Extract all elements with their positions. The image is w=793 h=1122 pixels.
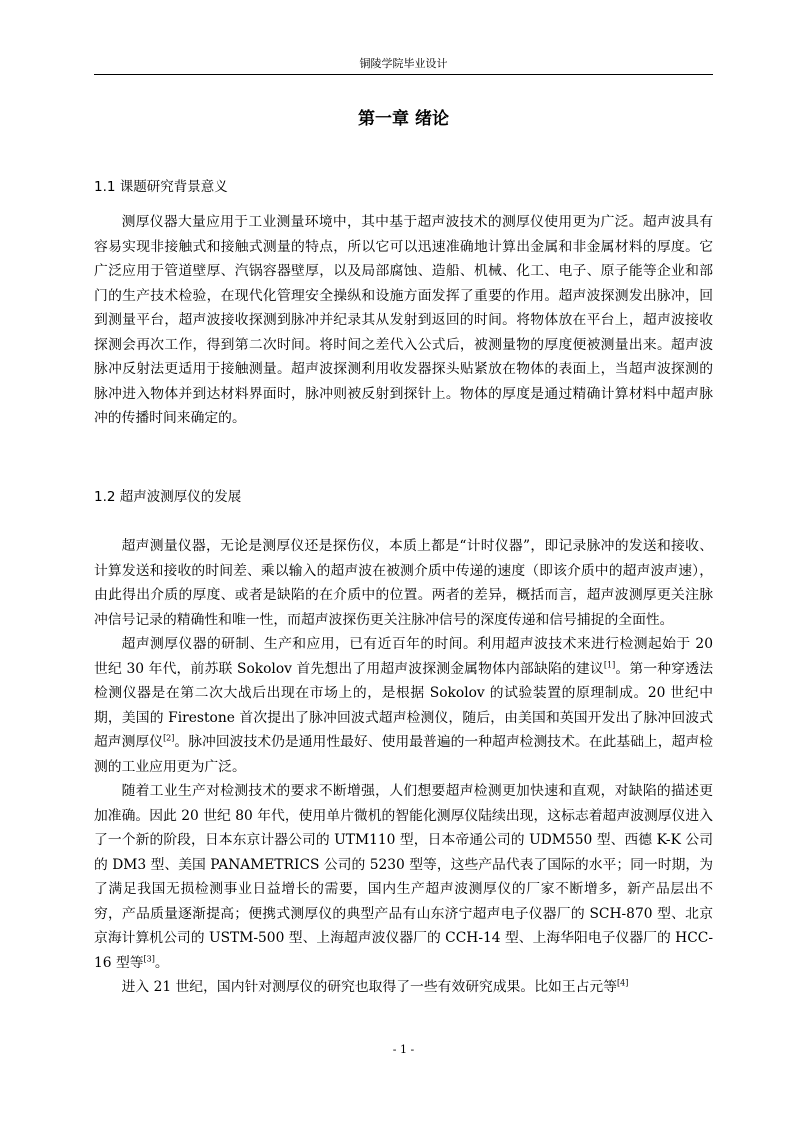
citation-ref: [1]: [603, 659, 616, 669]
paragraph: 测厚仪器大量应用于工业测量环境中，其中基于超声波技术的测厚仪使用更为广泛。超声波具有容易实现非接触式和接触式测量的特点，所以它可以迅速准确地计算出金属和非金属材料的厚度。它广泛应用于管道壁厚、汽锅容器壁厚，以及局部腐蚀、造船、机械、化工、电子、原子能等企业和部门的生产技术检验，在现代化管理安全操纵和设施方面发挥了重要的作用。超声波探测发出脉冲，回到测量平台，超声波接收探测到脉冲并纪录其从发射到返回的时间。将物体放在平台上，超声波接收探测会再次工作，得到第二次时间。将时间之差代入公式后，被测量物的厚度便被测量出来。超声波脉冲反射法更适用于接触测量。超声波探测利用收发器探头贴紧放在物体的表面上，当超声波探测的脉冲进入物体并到达材料界面时，脉冲则被反射到探针上。物体的厚度是通过精确计算材料中超声脉冲的传播时间来确定的。: [94, 214, 713, 426]
paragraph-text: 。: [154, 954, 169, 971]
header-divider: [94, 74, 713, 75]
section-1-1-body: [94, 210, 713, 431]
citation-ref: [4]: [617, 978, 629, 988]
section-heading-1-1: 1.1 课题研究背景意义: [94, 179, 228, 195]
paragraph: 超声测量仪器，无论是测厚仪还是探伤仪，本质上都是“计时仪器”，即记录脉冲的发送和接收、计算发送和接收的时间差、乘以输入的超声波在被测介质中传递的速度（即该介质中的超声波声速），由此得出介质的厚度、或者是缺陷的在介质中的位置。两者的差异，概括而言，超声波测厚更关注脉冲信号记录的精确性和唯一性，而超声波探伤更关注脉冲信号的深度传递和信号捕捉的全面性。: [94, 538, 713, 628]
paragraph: [94, 779, 713, 975]
section-heading-1-2: 1.2 超声波测厚仪的发展: [94, 489, 242, 505]
page-number: - 1 -: [392, 1043, 415, 1056]
paragraph-text: 进入 21 世纪，国内针对测厚仪的研究也取得了一些有效研究成果。比如王占元等: [121, 979, 618, 995]
chapter-title: 第一章 绪论: [358, 109, 449, 129]
paragraph: [94, 632, 713, 779]
running-header: 铜陵学院毕业设计: [359, 57, 448, 70]
paragraph-text: 。脉冲回波技术仍是通用性最好、使用最普遍的一种超声检测技术。在此基础上，超声检测的工业应用更为广泛。: [94, 734, 714, 775]
paragraph-text: 。第一种穿透法检测仪器是在第二次大战后出现在市场上的，是根据 Sokolov 的试验装置的原理制成。20 世纪中期，美国的 Firestone 首次提出了脉冲回波式超声检测仪，随后，由美国和英国开发出了脉冲回波式超声测厚仪: [94, 660, 713, 750]
citation-ref: [2]: [163, 733, 175, 743]
section-1-2-body: [94, 534, 713, 1000]
paragraph-text: 超声测厚仪器的研制、生产和应用，已有近百年的时间。利用超声波技术来进行检测起始于 20 世纪 30 年代，前苏联 Sokolov 首先想出了用超声波探测金属物体内部缺陷的建议: [94, 636, 713, 677]
citation-ref: [3]: [143, 953, 155, 963]
paragraph-text: 随着工业生产对检测技术的要求不断增强，人们想要超声检测更加快速和直观，对缺陷的描述更加准确。因此 20 世纪 80 年代，使用单片微机的智能化测厚仪陆续出现，这标志着超声波测厚仪进入了一个新的阶段，日本东京计器公司的 UTM110 型，日本帝通公司的 UDM550 型、西德 K-K 公司的 DM3 型、美国 PANAMETRICS 公司的 5230 型等，这些产品代表了国际的水平；同一时期，为了满足我国无损检测事业日益增长的需要，国内生产超声波测厚仪的厂家不断增多，新产品层出不穷，产品质量逐渐提高；便携式测厚仪的典型产品有山东济宁超声电子仪器厂的 SCH-870 型、北京京海计算机公司的 USTM-500 型、上海超声波仪器厂的 CCH-14 型、上海华阳电子仪器厂的 HCC-16 型等: [94, 783, 713, 971]
paragraph: [94, 975, 713, 1000]
